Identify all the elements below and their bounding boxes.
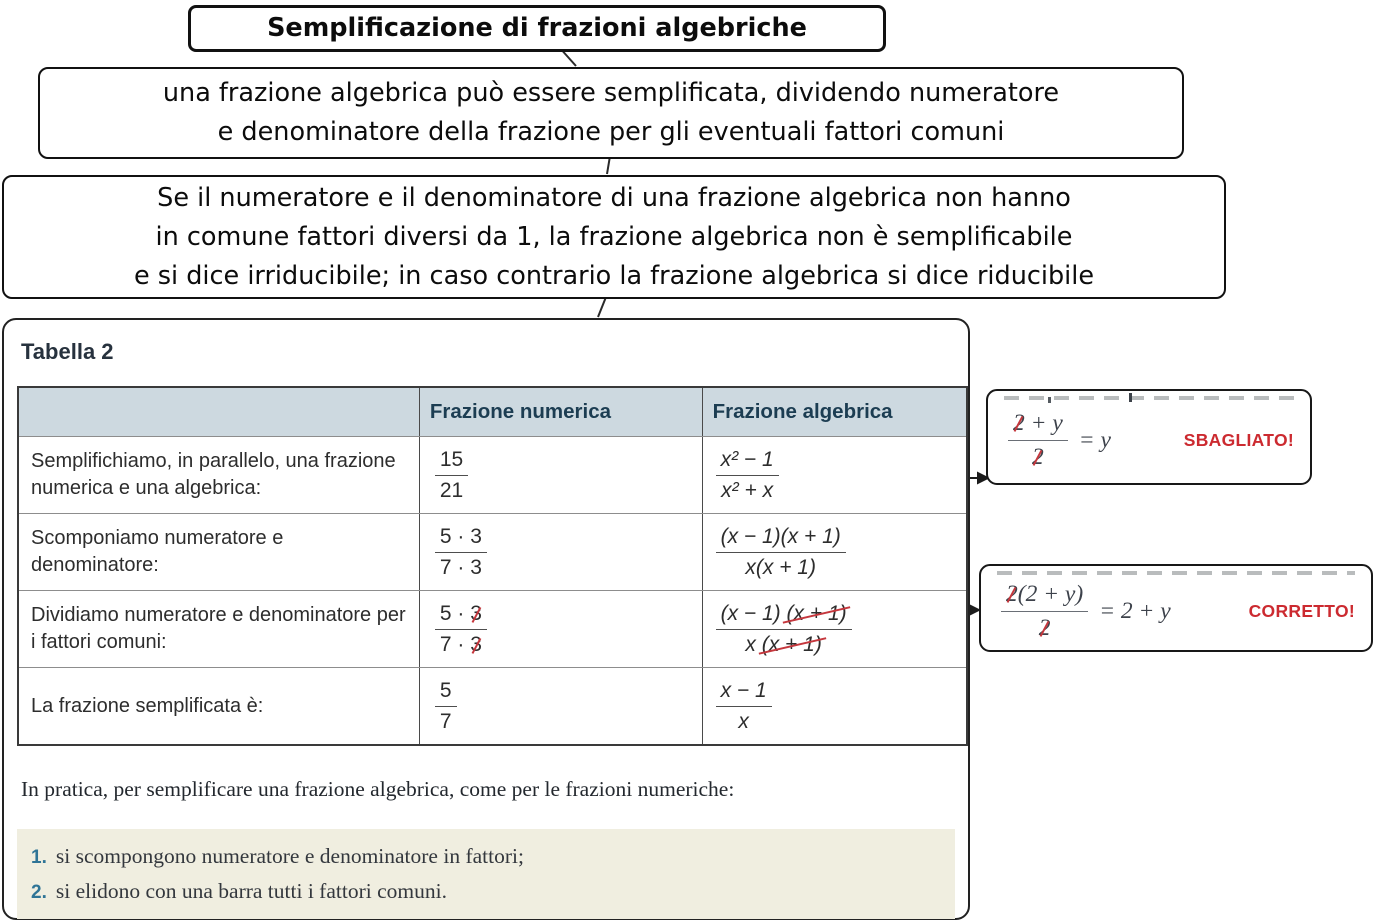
cancelled-factor: 2 [1006,580,1018,607]
numeric-fraction-cell [419,437,702,514]
example-result: = y [1078,426,1111,453]
comparison-table [17,386,968,746]
row-description: Scomponiamo numeratore e denominatore: [18,514,419,591]
definition-line: una frazione algebrica può essere semplificata, dividendo numeratore [162,78,1060,108]
example-result: = 2 + y [1099,597,1171,624]
cancelled-factor: 3 [470,632,482,656]
numeric-fraction-cell [419,668,702,746]
algebraic-fraction-cell [702,514,967,591]
row-description: La frazione semplificata è: [18,668,419,746]
title-box [188,5,886,52]
step-number: 1. [31,847,47,868]
column-header-frazione-numerica: Frazione numerica [419,387,702,437]
wrong-example-box [986,389,1312,485]
irreducibility-rule-box [2,175,1226,299]
example-fraction: $\frac{2(2 + y)}{2}$ [1001,581,1088,642]
cancelled-factor: (x + 1) [761,632,822,656]
numeric-fraction-cell [419,591,702,668]
sbagliato-label: SBAGLIATO! [1183,429,1294,450]
step-text: si elidono con una barra tutti i fattori comuni. [55,878,447,903]
fraction: $\frac{x - 1}{x}$ [716,679,772,734]
cancelled-factor: 3 [470,601,482,625]
table-panel [2,318,970,920]
fraction: $\frac{15}{21}$ [435,448,468,503]
algebraic-fraction-cell [702,591,967,668]
page-title: Semplificazione di frazioni algebriche [267,13,807,43]
row-description: Semplifichiamo, in parallelo, una frazione numerica e una algebrica: [18,437,419,514]
fraction: $\frac{(x - 1)(x + 1)}{x(x + 1)}$ [716,525,846,580]
cancelled-factor: (x + 1) [786,601,847,625]
fraction: $\frac{5}{7}$ [435,679,457,734]
table-row [18,514,967,591]
definition-box [38,67,1184,159]
table-label: Tabella 2 [21,339,114,364]
corretto-label: CORRETTO! [1248,600,1355,621]
table-row [18,437,967,514]
step-item [31,874,945,909]
numeric-fraction-cell [419,514,702,591]
steps-box [17,829,955,919]
empty-header-cell [18,387,419,437]
fraction: $\frac{\text{x² − 1}}{\text{x² + x}}$ [716,448,779,503]
fraction-with-cancellation: $\frac{(x - 1) (x + 1)}{x (x + 1)}$ [716,602,852,657]
definition-line: e denominatore della frazione per gli eventuali fattori comuni [217,117,1005,147]
table-header-row [18,387,967,437]
algebraic-fraction-cell [702,437,967,514]
step-item [31,839,945,874]
step-number: 2. [31,881,47,903]
table-row [18,591,967,668]
cancelled-factor: 2 [1032,443,1044,470]
example-fraction: $\frac{2 + y}{2}$ [1008,410,1068,471]
column-header-frazione-algebrica: Frazione algebrica [702,387,967,437]
correct-example-box [979,564,1373,652]
rule-line: e si dice irriducibile; in caso contrario la frazione algebrica si dice riducibile [133,260,1095,291]
table-row [18,668,967,746]
algebraic-fraction-cell [702,668,967,746]
step-text: si scompongono numeratore e denominatore in fattori; [55,844,524,868]
fraction: $\frac{5 \cdot 3}{7 \cdot 3}$ [435,525,487,580]
fraction-with-cancellation: $\frac{5 \cdot 3}{7 \cdot 3}$ [435,602,487,657]
cropped-print-artifact [997,571,1355,575]
cropped-print-artifact [1004,396,1294,400]
rule-line: in comune fattori diversi da 1, la frazione algebrica non è semplificabile [155,221,1073,252]
cancelled-factor: 2 [1013,409,1025,436]
cancelled-factor: 2 [1038,614,1051,641]
rule-line: Se il numeratore e il denominatore di una frazione algebrica non hanno [157,182,1071,213]
row-description: Dividiamo numeratore e denominatore per i fattori comuni: [18,591,419,668]
practice-note: In pratica, per semplificare una frazione algebrica, come per le frazioni numeriche: [21,777,735,801]
